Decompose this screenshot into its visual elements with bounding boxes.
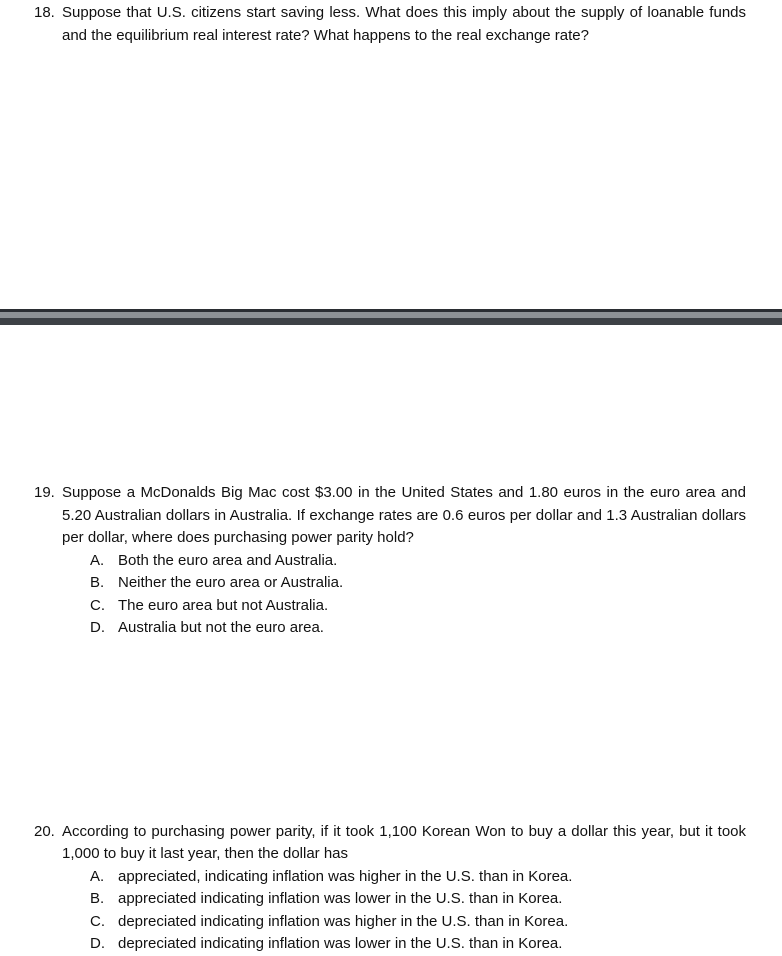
option-letter: C. <box>90 912 105 930</box>
answer-option <box>0 866 782 889</box>
answer-option <box>0 933 782 956</box>
option-letter: A. <box>90 867 105 885</box>
option-letter: A. <box>90 551 105 569</box>
question-19 <box>0 482 782 640</box>
option-text: appreciated, indicating inflation was higher in the U.S. than in Korea. <box>118 867 573 885</box>
question-text: According to purchasing power parity, if it took 1,100 Korean Won to buy a dollar this year, but it took 1,000 to buy it last year, then the dollar has <box>62 822 746 862</box>
option-text: appreciated indicating inflation was lower in the U.S. than in Korea. <box>118 890 563 907</box>
answer-option <box>0 888 782 911</box>
answer-option <box>0 595 782 618</box>
question-20 <box>0 821 782 956</box>
option-letter: B. <box>90 890 105 907</box>
answer-option <box>0 550 782 573</box>
option-text: Neither the euro area or Australia. <box>118 574 344 591</box>
option-text: depreciated indicating inflation was higher in the U.S. than in Korea. <box>118 912 569 930</box>
answer-option <box>0 617 782 640</box>
answer-options <box>0 866 782 956</box>
page-divider-shade <box>0 318 782 325</box>
option-text: The euro area but not Australia. <box>118 596 329 614</box>
answer-options <box>0 550 782 640</box>
question-18 <box>0 2 782 47</box>
option-text: Australia but not the euro area. <box>118 619 324 636</box>
option-letter: D. <box>90 935 105 952</box>
answer-option <box>0 572 782 595</box>
option-letter: B. <box>90 574 105 591</box>
question-number: 18. <box>34 4 55 21</box>
page-divider <box>0 309 782 325</box>
option-text: Both the euro area and Australia. <box>118 551 338 569</box>
question-number: 20. <box>34 822 55 840</box>
option-letter: C. <box>90 596 105 614</box>
option-text: depreciated indicating inflation was lower in the U.S. than in Korea. <box>118 935 563 952</box>
answer-option <box>0 911 782 934</box>
option-letter: D. <box>90 619 105 636</box>
question-text: Suppose a McDonalds Big Mac cost $3.00 in the United States and 1.80 euros in the euro area and 5.20 Australian dollars in Australia. If exchange rates are 0.6 euros per dollar and 1.3 Australian dollars per dollar, where does purchasing power parity hold? <box>62 484 746 546</box>
question-text: Suppose that U.S. citizens start saving less. What does this imply about the supply of loanable funds and the equilibrium real interest rate? What happens to the real exchange rate? <box>62 4 746 44</box>
question-number: 19. <box>34 484 55 501</box>
